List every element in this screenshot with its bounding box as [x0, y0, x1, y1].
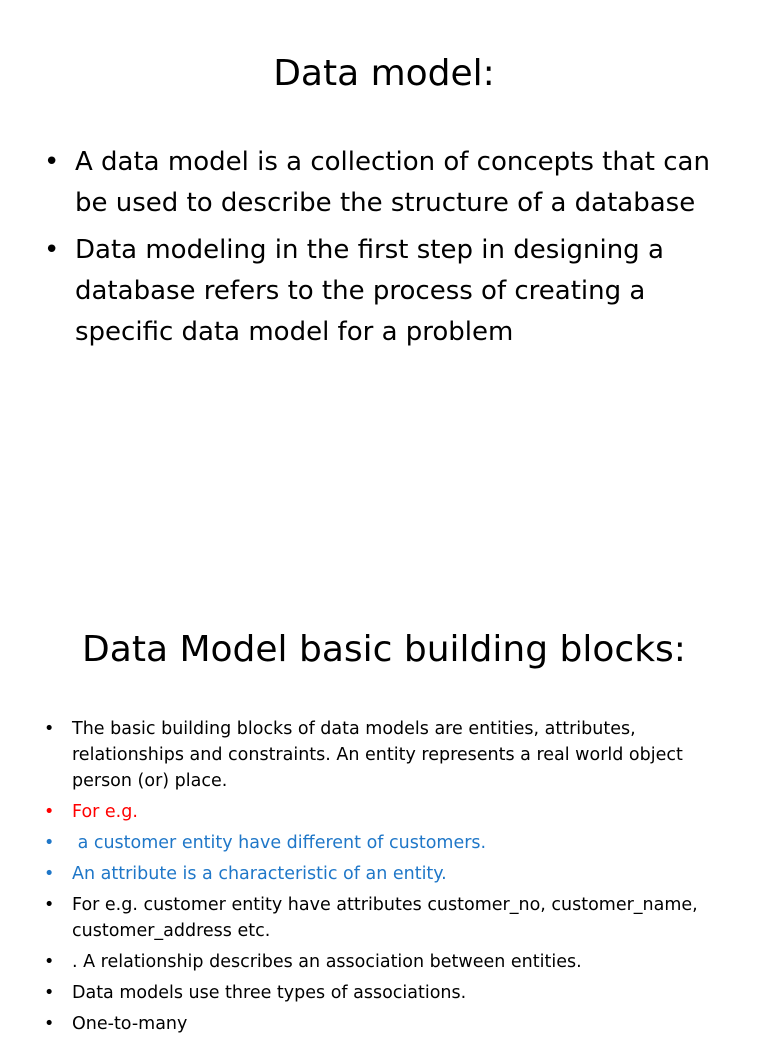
- bullet-text: An attribute is a characteristic of an entity.: [72, 864, 447, 884]
- bullet-icon: •: [44, 864, 55, 884]
- bullet-text: The basic building blocks of data models are entities, attributes, relationships and constraints. An entity represents a real world object person (or) place.: [72, 719, 683, 791]
- bullet-text: One-to-many: [72, 1014, 188, 1034]
- slide-building-blocks: [0, 580, 768, 1034]
- bullet-item: [44, 799, 744, 825]
- slide-title: Data Model basic building blocks:: [82, 629, 686, 670]
- bullet-item: [44, 980, 744, 1006]
- bullet-item: [44, 716, 744, 794]
- bullet-item: [44, 892, 744, 944]
- bullet-text: Data models use three types of associations.: [72, 983, 467, 1003]
- bullet-list: [44, 142, 734, 359]
- bullet-text: For e.g.: [72, 802, 138, 822]
- bullet-item: [44, 830, 744, 856]
- bullet-icon: •: [44, 1014, 55, 1034]
- bullet-text: . A relationship describes an association between entities.: [72, 952, 582, 972]
- bullet-icon: •: [44, 983, 55, 1003]
- bullet-icon: •: [44, 895, 55, 915]
- bullet-item: [44, 142, 734, 224]
- bullet-item: [44, 861, 744, 887]
- bullet-icon: •: [44, 802, 55, 822]
- bullet-item: [44, 949, 744, 975]
- bullet-item: [44, 230, 734, 353]
- bullet-icon: •: [44, 952, 55, 972]
- bullet-text: For e.g. customer entity have attributes customer_no, customer_name, customer_address etc.: [72, 895, 698, 941]
- bullet-icon: •: [44, 719, 55, 739]
- bullet-icon: •: [44, 235, 60, 265]
- bullet-text: Data modeling in the first step in designing a database refers to the process of creating a specific data model for a problem: [75, 235, 664, 347]
- bullet-text: A data model is a collection of concepts that can be used to describe the structure of a database: [75, 147, 710, 218]
- bullet-icon: •: [44, 147, 60, 177]
- bullet-list: [44, 716, 744, 1042]
- slide-title: Data model:: [273, 53, 495, 94]
- bullet-icon: •: [44, 833, 55, 853]
- bullet-text: a customer entity have different of customers.: [72, 833, 487, 853]
- bullet-item: [44, 1011, 744, 1037]
